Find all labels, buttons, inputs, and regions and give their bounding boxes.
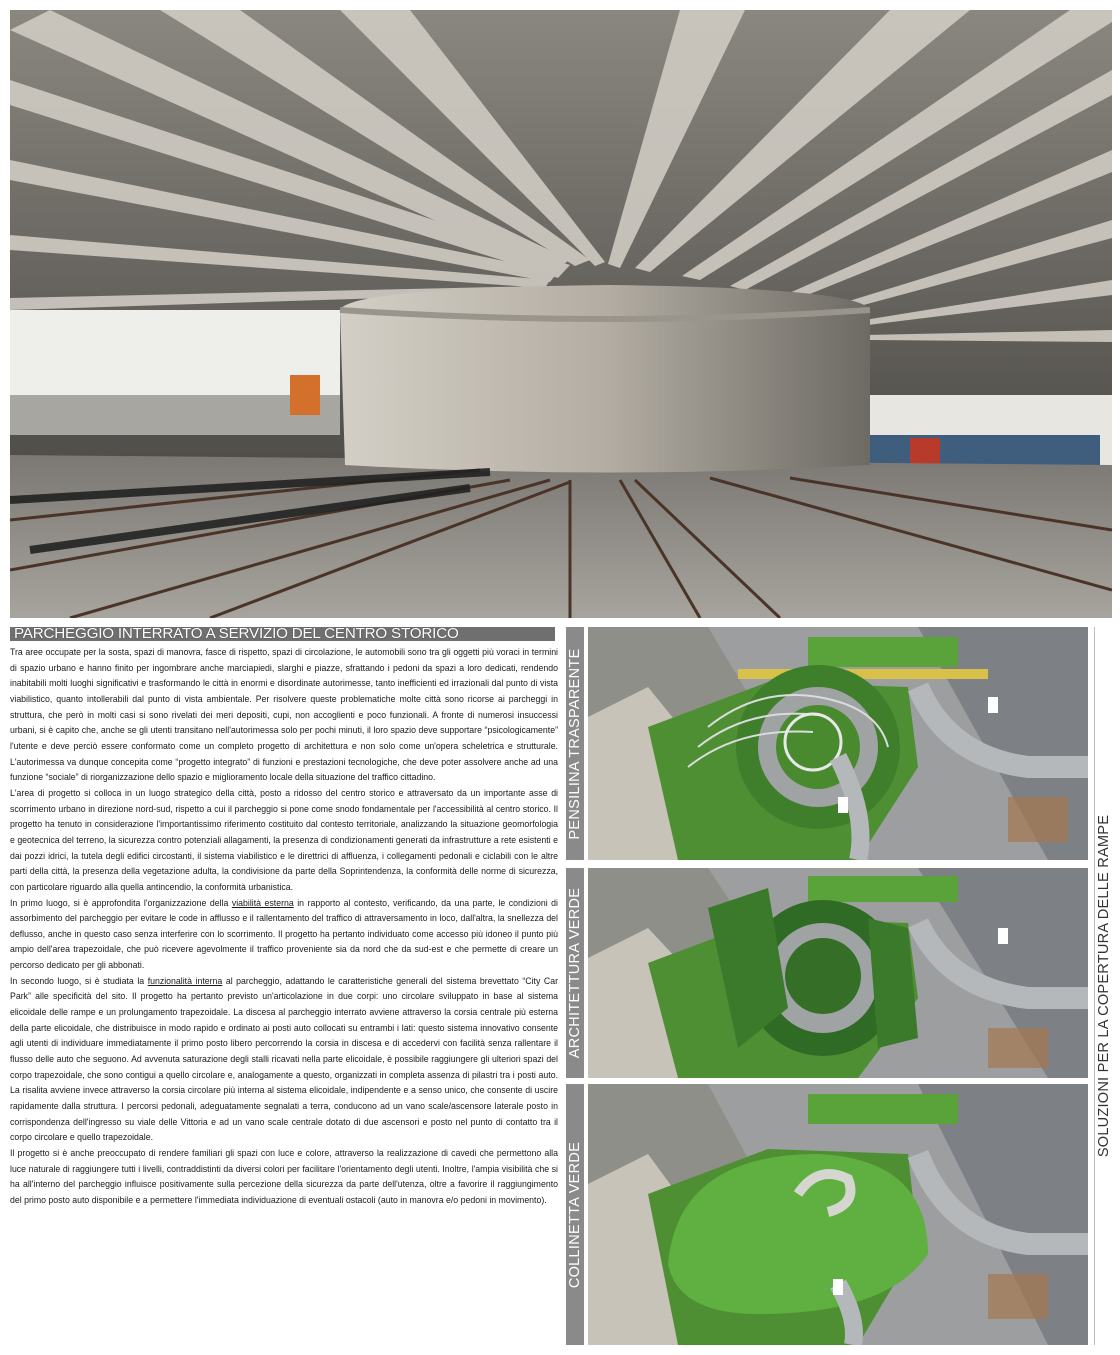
paragraph: [10, 1146, 558, 1209]
page-title: PARCHEGGIO INTERRATO A SERVIZIO DEL CENTRO STORICO: [14, 625, 459, 642]
render-architettura-verde: [588, 868, 1088, 1078]
text-run: Il progetto si è anche preoccupato di rendere familiari gli spazi con luce e colore, attraverso la realizzazione di cavedi che permettono alla luce naturale di raggiungere tutti i livelli, contraddistinti da diversi colori per facilitare l'orientamento degli utenti. Inoltre, l'ampia visibilità che si ha all'interno del parcheggio influisce positivamente sulla percezione della sicurezza da parte dell'utenza, oltre a favorire il raggiungimento del primo posto auto disponibile e a permettere l'immediata individuazione di eventuali ostacoli (auto in manovra e/o pedoni in movimento).: [10, 1148, 558, 1205]
render-pensilina-trasparente: [588, 627, 1088, 860]
text-run: Tra aree occupate per la sosta, spazi di manovra, fasce di rispetto, spazi di circolazione, le automobili sono tra gli oggetti più voraci in termini di spazio urbano e hanno finito per ingombrare anche marciapiedi, slarghi e piazze, sfrattando i pedoni da spazi a loro dedicati, rendendo inabitabili molti luoghi significativi e trasformando le città in enormi e disordinate autorimesse, tanto inefficienti ed irrazionali dal punto di vista viabilistico, quanto intollerabili dal punto di vista ambientale. Per risolvere queste problematiche molte città sono ricorse ai parcheggi in struttura, che però in molti casi si sono rivelati dei meri depositi, cupi, non accoglienti e poco funzionali. A fronte di numerosi insuccessi urbani, si è capito che, anche se gli utenti transitano nell'autorimessa solo per pochi minuti, il loro spazio deve supportare “psicologicamente” l'utente e deve perciò essere conformato come un completo progetto di architettura e non solo come un'opera scheletrica e strutturale. L'autorimessa va dunque concepita come “progetto integrato” di funzioni e prestazioni tecnologiche, che deve poter assolvere anche ad una funzione “sociale” di riorganizzazione dello spazio e miglioramento locale della situazione del traffico cittadino.: [10, 647, 558, 783]
text-run: al parcheggio, adattando le caratteristiche generali del sistema brevettato “City Car Park” alle specificità del sito. Il progetto ha pertanto previsto un'articolazione in due corpi: uno circolare sviluppato in base al sistema elicoidale delle rampe e un prolungamento trapezoidale. La discesa al parcheggio interrato avviene attraverso la corsia centrale più esterna della parte elicoidale, che distribuisce in modo rapido e ordinato ai posti auto collocati su entrambi i lati: questo sistema innovativo consente agli utenti di individuare immediatamente il primo posto libero percorrendo la corsia in discesa e di accedervi con facilità senza rallentare il flusso delle auto che seguono. Ad avvenuta saturazione degli stalli ricavati nella parte elicoidale, è possibile raggiungere gli ulteriori spazi del corpo trapezoidale, che sono contigui a quello circolare e, analogamente a questo, organizzati in completa assenza di pilastri tra i posti auto. La risalita avviene invece attraverso la corsia circolare più interna al sistema elicoidale, indipendente e a senso unico, che consente di uscire rapidamente dalla struttura. I percorsi pedonali, adeguatamente segnalati a terra, conducono ad un vano scale/ascensore laterale posto in corrispondenza dell'ingresso su viale delle Vittoria e ad un vano scale centrale dotato di due ascensori e posto nel punto di contatto tra il corpo circolare e quello trapezoidale.: [10, 975, 558, 1143]
panel-label-architettura: [566, 868, 584, 1078]
side-caption: [1094, 627, 1113, 1345]
text-run: in rapporto al contesto, verificando, da una parte, le condizioni di assorbimento del parcheggio per evitare le code in afflusso e il rallentamento del traffico di attraversamento in loco, dall'altra, la snellezza del deflusso, anche in questo caso senza interferire con lo scorrimento. Il progetto ha pertanto individuato come accesso più idoneo il punto più ampio dell'area trapezoidale, che può ricevere agevolmente il traffico proveniente sia da nord che da sud-est e che permette di creare un percorso dedicato per gli abbonati.: [10, 897, 558, 971]
paragraph: [10, 896, 558, 974]
side-caption-text: SOLUZIONI PER LA COPERTURA DELLE RAMPE: [1096, 814, 1112, 1158]
paragraph: [10, 974, 558, 1146]
render-collinetta-verde: [588, 1084, 1088, 1345]
panel-label-pensilina: [566, 627, 584, 860]
text-run: L'area di progetto si colloca in un luogo strategico della città, posto a ridosso del centro storico e attraversato da un importante asse di scorrimento urbano in direzione nord-sud, rispetto a cui il parcheggio si pone come snodo fondamentale per l'accessibilità al centro storico. Il progetto ha tenuto in considerazione l'importantissimo riferimento costituito dal contesto territoriale, analizzando la situazione geomorfologia e geotecnica del terreno, la sicurezza contro potenziali allagamenti, la presenza di condizionamenti generati da infrastrutture a rete esistenti e dai pozzi idrici, la tutela degli edifici circostanti, il sistema viabilistico e le direttrici di affluenza, i collegamenti pedonali e ciclabili con le altre parti della città, la presenza della vegetazione adulta, la condivisione da parte della Soprintendenza, la conformità delle norme di sicurezza, con particolare riguardo alla quella antincendio, la conformità urbanistica.: [10, 787, 558, 892]
construction-photo: [10, 10, 1112, 618]
panel-label-text: PENSILINA TRASPARENTE: [567, 647, 583, 840]
panel-label-text: ARCHITETTURA VERDE: [567, 887, 583, 1059]
article-body: [10, 645, 558, 1345]
text-run: In primo luogo, si è approfondita l'organizzazione della: [10, 897, 232, 908]
panel-label-text: COLLINETTA VERDE: [567, 1141, 583, 1288]
text-run: In secondo luogo, si è studiata la: [10, 975, 148, 986]
paragraph: [10, 645, 558, 786]
paragraph: [10, 786, 558, 896]
panel-label-collinetta: [566, 1084, 584, 1345]
underlined-term: viabilità esterna: [231, 897, 294, 908]
underlined-term: funzionalità interna: [147, 975, 223, 986]
